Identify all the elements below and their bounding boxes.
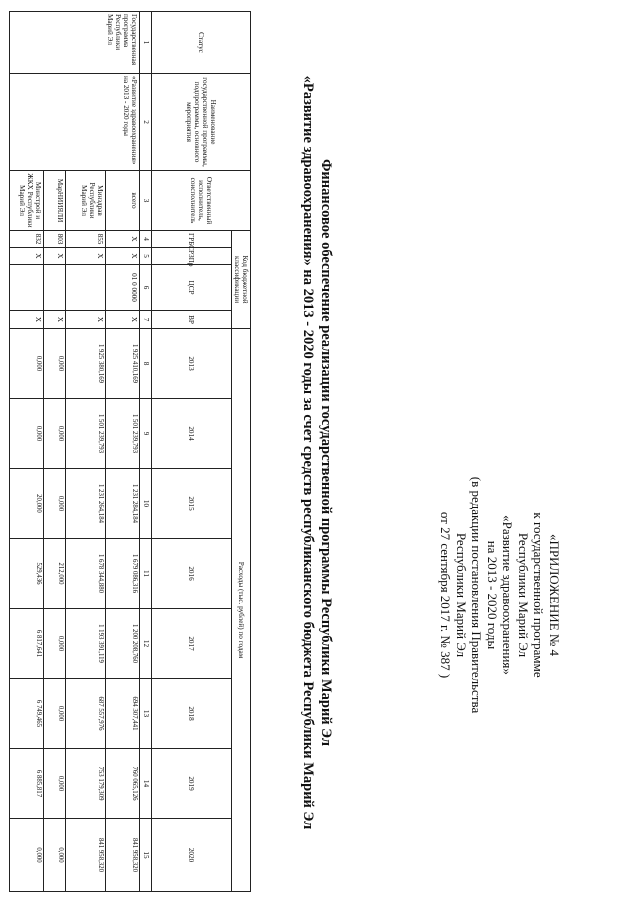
header-year: 2014: [151, 399, 231, 469]
cell-value: 1 678 344,880: [66, 539, 106, 609]
column-number: 15: [140, 819, 151, 892]
appendix-line: Республики Марий Эл: [516, 532, 531, 658]
cell-value: 841 958,320: [66, 819, 106, 892]
cell-value: 6 817,641: [10, 609, 44, 679]
cell-value: 1 925 380,169: [66, 329, 106, 399]
cell-value: 0,000: [10, 399, 44, 469]
appendix-line: Республики Марий Эл: [454, 532, 469, 658]
cell-vr: Х: [106, 311, 140, 329]
cell-value: 1 231 284,184: [106, 469, 140, 539]
document-heading: [299, 0, 335, 905]
header-name: Наименование государственной программы, подпрограммы, основного мероприятия: [151, 74, 250, 171]
header-expenses: Расходы (тыс. рублей) по годам: [231, 329, 250, 892]
cell-vr: Х: [66, 311, 106, 329]
cell-value: 1 925 410,169: [106, 329, 140, 399]
cell-csr: 01 0 0000: [106, 265, 140, 311]
header-year: 2015: [151, 469, 231, 539]
header-year: 2016: [151, 539, 231, 609]
cell-value: 760 065,126: [106, 749, 140, 819]
appendix-line: на 2013 - 2020 годы: [485, 540, 500, 650]
heading-line-2: «Развитие здравоохранения» на 2013 - 2020 годы за счет средств республиканского бюджета Республики Марий Эл: [300, 75, 316, 830]
cell-rzpr: Х: [66, 248, 106, 265]
appendix-line: «Развитие здравоохранения»: [500, 515, 516, 675]
cell-status: Государственная программа Республики Марий Эл: [10, 12, 140, 74]
cell-csr: [10, 265, 44, 311]
cell-value: 0,000: [44, 749, 66, 819]
cell-value: 0,000: [10, 819, 44, 892]
cell-value: 6 749,465: [10, 679, 44, 749]
cell-value: 1 200 208,760: [106, 609, 140, 679]
cell-value: 1 193 391,119: [66, 609, 106, 679]
column-number: 11: [140, 539, 151, 609]
header-csr: ЦСР: [151, 265, 231, 311]
cell-grbs: 803: [44, 231, 66, 248]
column-number: 7: [140, 311, 151, 329]
cell-value: 0,000: [44, 469, 66, 539]
header-year: 2019: [151, 749, 231, 819]
column-number: 10: [140, 469, 151, 539]
column-number: 3: [140, 171, 151, 231]
cell-executor: Минстрой и ЖКХ Республики Марий Эл: [10, 171, 44, 231]
financing-table: [9, 11, 251, 892]
cell-value: 1 231 264,184: [66, 469, 106, 539]
cell-executor: всего: [106, 171, 140, 231]
appendix-line: (в редакции постановления Правительства: [469, 476, 485, 714]
column-number: 14: [140, 749, 151, 819]
cell-grbs: 832: [10, 231, 44, 248]
header-kbk: Код бюджетной классификации: [231, 231, 250, 329]
cell-value: 529,436: [10, 539, 44, 609]
cell-grbs: Х: [106, 231, 140, 248]
cell-value: 0,000: [10, 329, 44, 399]
cell-executor: Минздрав Республики Марий Эл: [66, 171, 106, 231]
appendix-line: к государственной программе: [531, 512, 547, 678]
cell-rzpr: Х: [106, 248, 140, 265]
column-number: 9: [140, 399, 151, 469]
cell-name: «Развитие здравоохранения» на 2013 - 2020 годы: [10, 74, 140, 171]
column-number: 12: [140, 609, 151, 679]
column-number: 2: [140, 74, 151, 171]
header-grbs: ГРБС: [151, 231, 231, 248]
column-number: 4: [140, 231, 151, 248]
cell-value: 20,000: [10, 469, 44, 539]
table-row: [106, 12, 140, 892]
header-rzpr: РЗПр: [151, 248, 231, 265]
header-vr: ВР: [151, 311, 231, 329]
cell-vr: Х: [10, 311, 44, 329]
cell-value: 694 307,441: [106, 679, 140, 749]
cell-vr: Х: [44, 311, 66, 329]
cell-executor: МарНИИЯЛИ: [44, 171, 66, 231]
heading-line-1: Финансовое обеспечение реализации государственной программы Республики Марий Эл: [318, 158, 334, 747]
cell-value: 687 557,976: [66, 679, 106, 749]
header-status: Статус: [151, 12, 250, 74]
cell-grbs: 855: [66, 231, 106, 248]
header-year: 2020: [151, 819, 231, 892]
column-number: 8: [140, 329, 151, 399]
appendix-line: от 27 сентября 2017 г. № 387 ): [438, 511, 454, 679]
cell-value: 0,000: [44, 679, 66, 749]
column-number: 1: [140, 12, 151, 74]
cell-value: 841 958,320: [106, 819, 140, 892]
cell-value: 1 679 086,316: [106, 539, 140, 609]
cell-rzpr: Х: [44, 248, 66, 265]
cell-value: 753 179,309: [66, 749, 106, 819]
header-year: 2018: [151, 679, 231, 749]
header-executor: Ответственный исполнитель, соисполнитель: [151, 171, 250, 231]
appendix-block: [438, 460, 562, 730]
cell-value: 0,000: [44, 399, 66, 469]
column-number: 13: [140, 679, 151, 749]
cell-csr: [44, 265, 66, 311]
cell-csr: [66, 265, 106, 311]
cell-rzpr: Х: [10, 248, 44, 265]
column-number-row: [140, 12, 151, 892]
cell-value: 6 885,817: [10, 749, 44, 819]
header-year: 2013: [151, 329, 231, 399]
column-number: 6: [140, 265, 151, 311]
cell-value: 1 501 239,793: [66, 399, 106, 469]
cell-value: 0,000: [44, 329, 66, 399]
column-number: 5: [140, 248, 151, 265]
cell-value: 0,000: [44, 609, 66, 679]
cell-value: 0,000: [44, 819, 66, 892]
appendix-line: «ПРИЛОЖЕНИЕ № 4: [547, 533, 562, 657]
cell-value: 212,000: [44, 539, 66, 609]
header-year: 2017: [151, 609, 231, 679]
cell-value: 1 501 239,793: [106, 399, 140, 469]
